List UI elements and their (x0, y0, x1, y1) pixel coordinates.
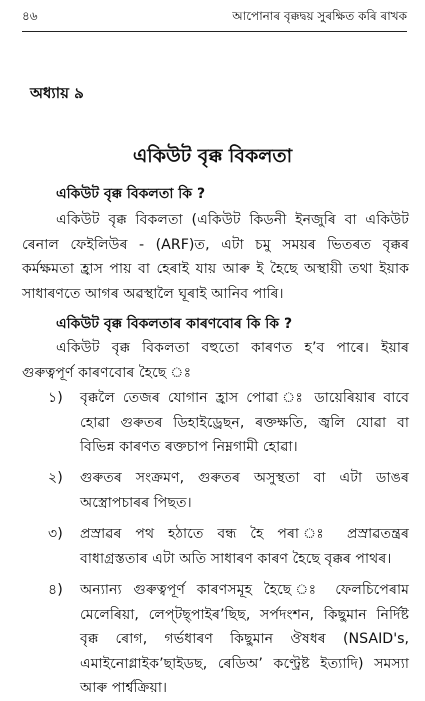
list-item (48, 522, 409, 571)
list-item (48, 466, 409, 515)
section-heading-what: একিউট বৃক্ক বিকলতা কি ? (56, 186, 206, 202)
paragraph-causes-intro: একিউট বৃক্ক বিকলতা বহুতো কাৰণত হ’ব পাৰে। ইয়াৰ গুৰুত্বপূৰ্ণ কাৰণবোৰ হৈছে ঃ (22, 340, 409, 381)
running-title: আপোনাৰ বৃক্কদ্বয় সুৰক্ষিত কৰি ৰাখক (232, 9, 407, 23)
section-heading-causes: একিউট বৃক্ক বিকলতাৰ কাৰণবোৰ কি কি ? (56, 316, 293, 332)
list-item (48, 386, 409, 460)
list-item-text: বৃক্কলৈ তেজৰ যোগান হ্ৰাস পোৱা ঃ ডায়েৰিয়াৰ বাবে হোৱা গুৰুতৰ ডিহাইড্ৰেছন, ৰক্তক্ষতি, জ্বলি যোৱা বা বিভিন্ন কাৰণত ৰক্তচাপ নিম্নগামী হোৱা। (80, 390, 409, 455)
list-item (48, 578, 409, 701)
list-item-number: ৪) (48, 582, 63, 598)
list-item-text: অন্যান্য গুৰুত্বপূৰ্ণ কাৰণসমূহ হৈছে ঃ ফেলচিপেৰাম মেলেৰিয়া, লেপ্‌টছ্‌পাইৰ’ছিছ, সৰ্পদংশন, কিছুমান নিৰ্দিষ্ট বৃক্ক ৰোগ, গৰ্ভধাৰণ কিছুমান ঔষধৰ (NSAID's, এমাইনোগ্লাইক’ছাইডছ, ৰেডিঅ’ কণ্ট্ৰেষ্ট ইত্যাদি) সমস্যা আৰু পাৰ্শ্বক্ৰিয়া। (80, 582, 409, 696)
chapter-label: অধ্যায় ৯ (30, 84, 84, 102)
list-item-number: ৩) (48, 526, 63, 542)
list-item-number: ২) (48, 470, 63, 486)
page-number: ৪৬ (22, 9, 38, 23)
page-header (22, 8, 407, 32)
list-item-text: প্ৰস্ৰাৱৰ পথ হঠাতে বন্ধ হৈ পৰা ঃ প্ৰস্ৰাৱতন্ত্ৰৰ বাধাগ্ৰস্ততাৰ এটা অতি সাধাৰণ কাৰণ হৈছে বৃক্কৰ পাথৰ। (80, 526, 409, 567)
list-item-text: গুৰুতৰ সংক্ৰমণ, গুৰুতৰ অসুস্থতা বা এটা ডাঙৰ অস্ত্ৰোপচাৰৰ পিছত। (80, 470, 409, 511)
list-item-number: ১) (48, 390, 63, 406)
paragraph-definition: একিউট বৃক্ক বিকলতা (একিউট কিডনী ইনজুৰি বা একিউট ৰেনাল ফেইলিউৰ - (ARF)ত, এটা চমু সময়ৰ ভিতৰত বৃক্কৰ কৰ্মক্ষমতা হ্ৰাস পায় বা হেৰাই যায় আৰু ই হৈছে অস্থায়ী তথা ইয়াক সাধাৰণতে আগৰ অৱস্থালৈ ঘূৰাই আনিব পাৰি। (22, 212, 409, 302)
page-title: একিউট বৃক্ক বিকলতা (132, 145, 293, 167)
